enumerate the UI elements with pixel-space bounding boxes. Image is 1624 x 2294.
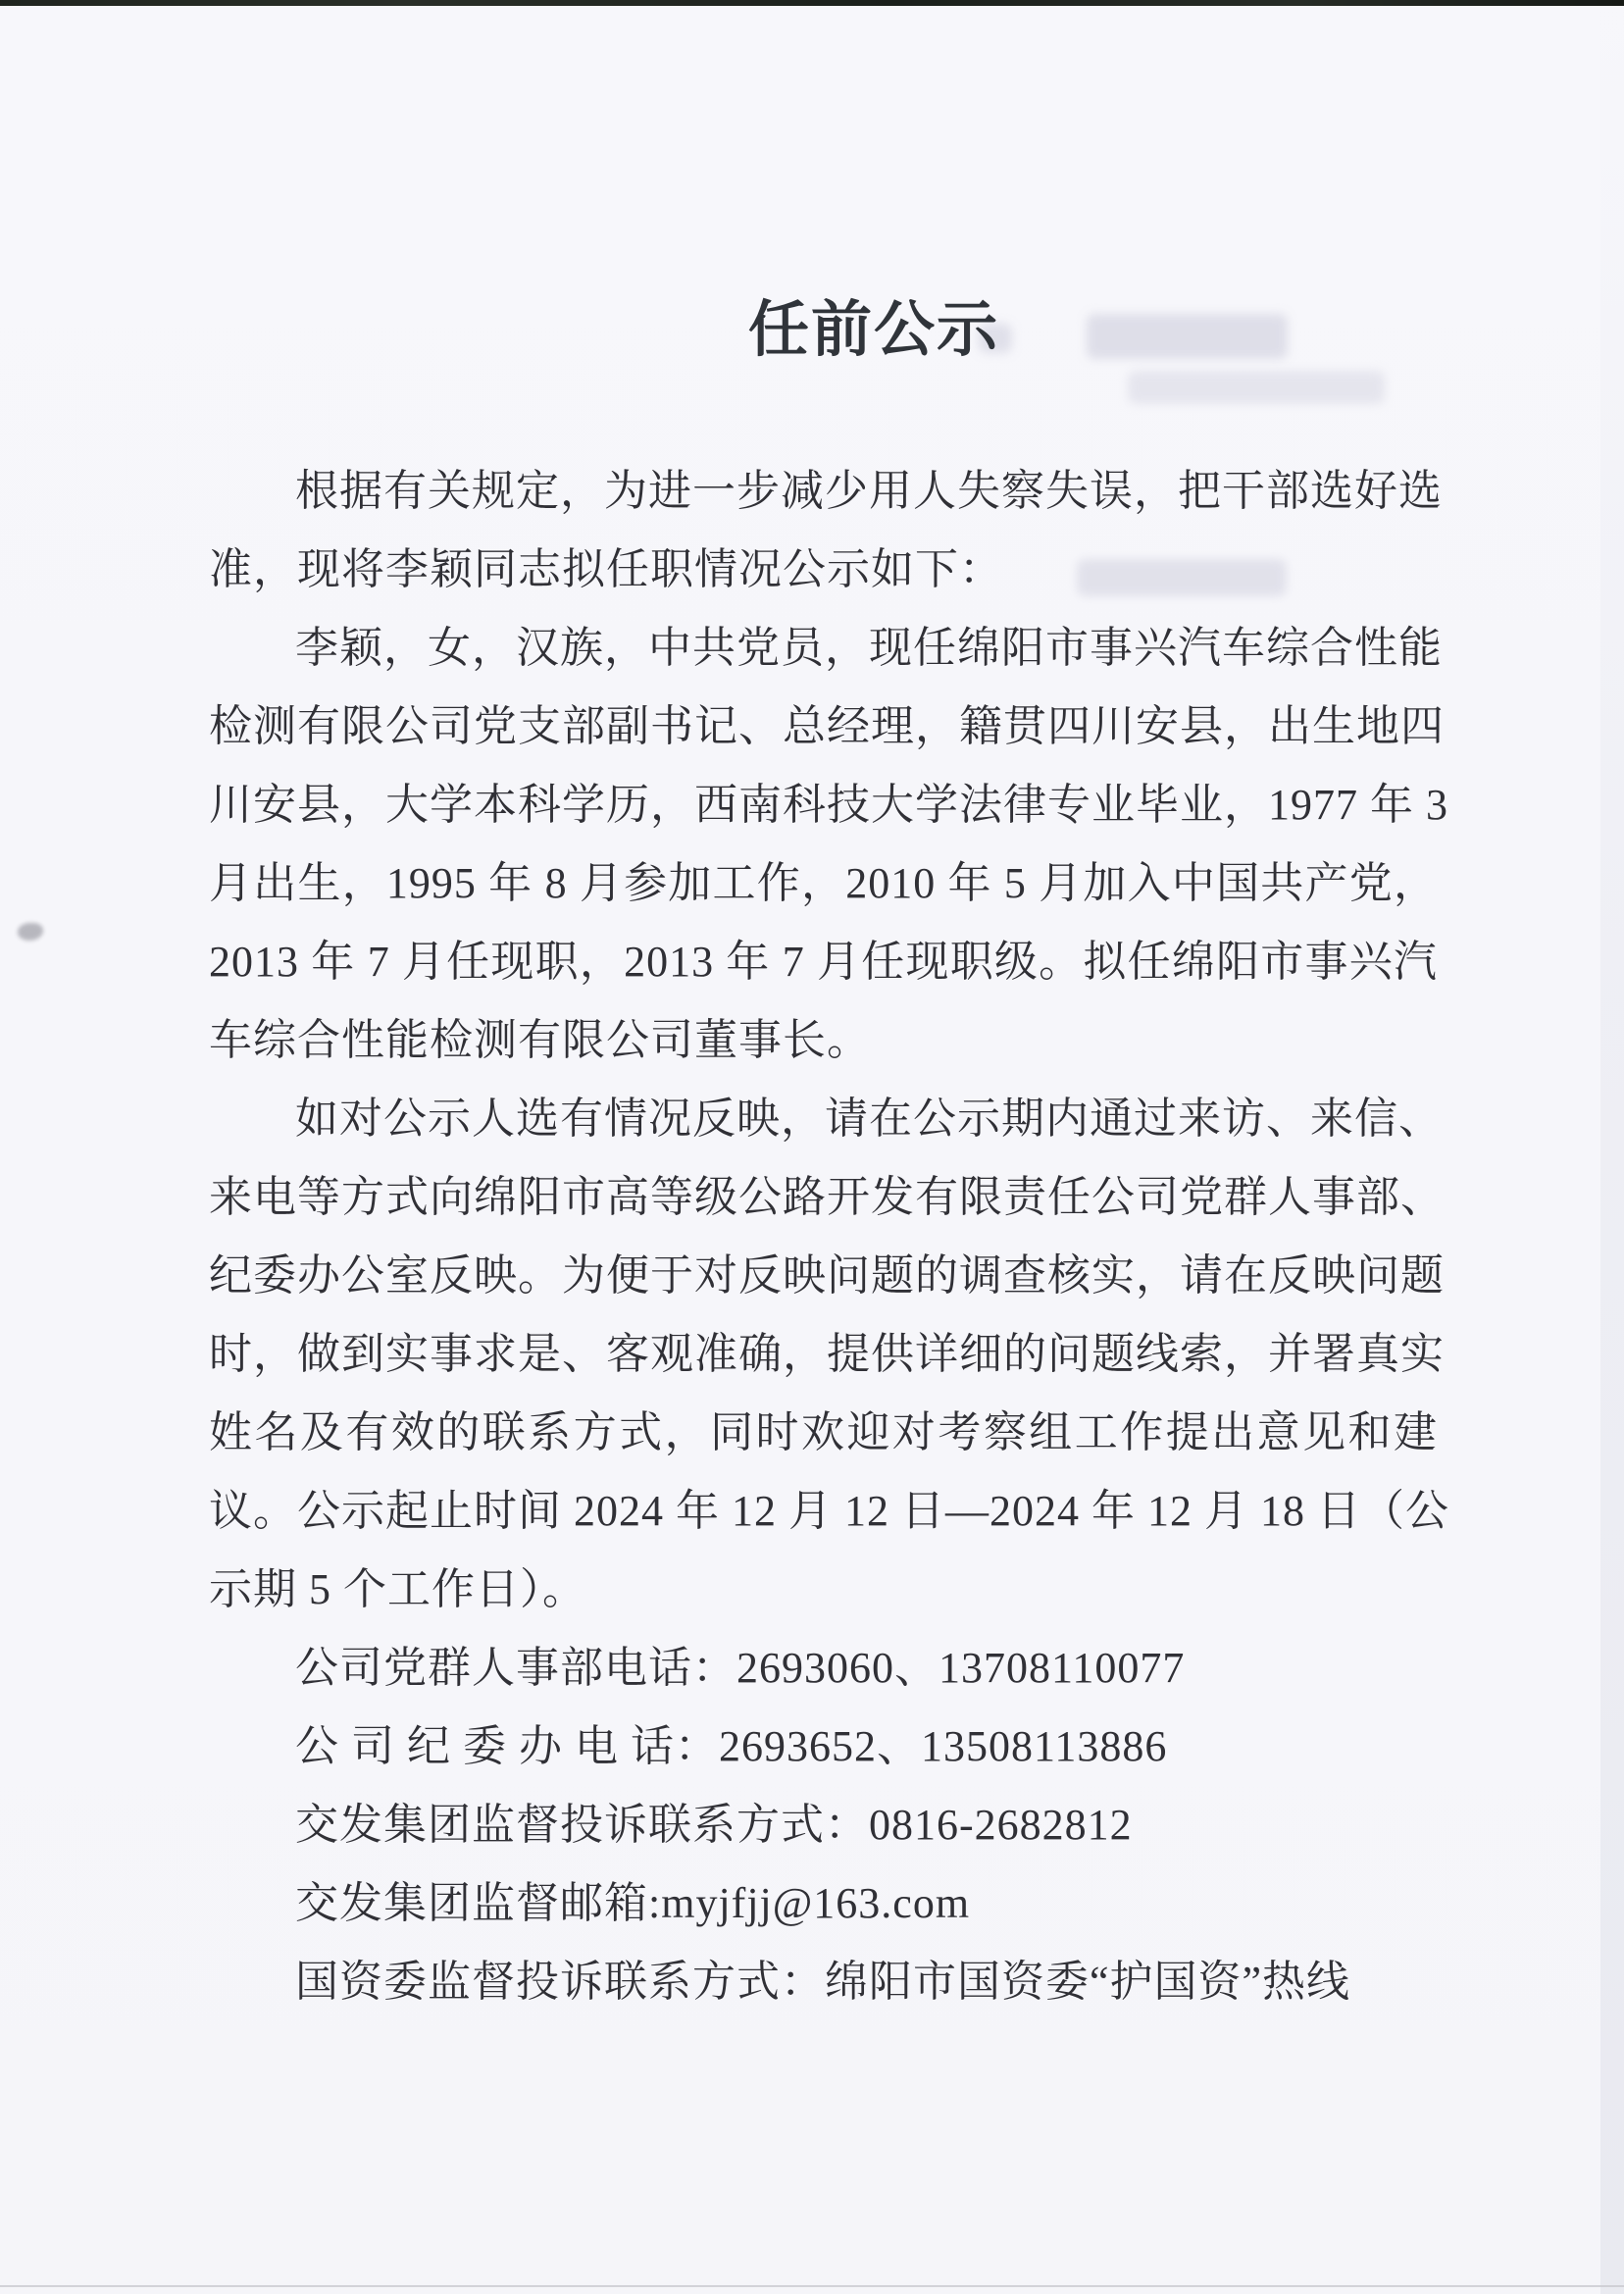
text-line: 根据有关规定，为进一步减少用人失察失误，把干部选好选 bbox=[295, 467, 1443, 515]
text-line: 来电等方式向绵阳市高等级公路开发有限责任公司党群人事部、 bbox=[209, 1173, 1445, 1221]
contact-line-discipline-phone: 公 司 纪 委 办 电 话：2693652、13508113886 bbox=[295, 1722, 1168, 1770]
scan-edge-artifact-bottom bbox=[0, 2285, 1624, 2287]
contact-line-group-complaint: 交发集团监督投诉联系方式：0816-2682812 bbox=[295, 1801, 1133, 1849]
text-line: 车综合性能检测有限公司董事长。 bbox=[209, 1016, 871, 1064]
text-line: 时，做到实事求是、客观准确，提供详细的问题线索，并署真实 bbox=[209, 1330, 1445, 1378]
text-line: 姓名及有效的联系方式，同时欢迎对考察组工作提出意见和建 bbox=[209, 1408, 1438, 1456]
text-line: 准，现将李颖同志拟任职情况公示如下： bbox=[209, 545, 1003, 593]
scan-edge-artifact-top bbox=[0, 0, 1624, 6]
text-line: 议。公示起止时间 2024 年 12 月 12 日—2024 年 12 月 18 日（公 bbox=[209, 1487, 1449, 1535]
document-title: 任前公示 bbox=[748, 297, 1000, 364]
text-line: 如对公示人选有情况反映，请在公示期内通过来访、来信、 bbox=[295, 1095, 1443, 1143]
text-line: 示期 5 个工作日）。 bbox=[209, 1565, 586, 1613]
contact-line-group-email: 交发集团监督邮箱:myjfjj@163.com bbox=[295, 1879, 971, 1927]
paper-edge-shading bbox=[1600, 0, 1624, 2294]
bleed-through-mark bbox=[1128, 371, 1385, 404]
text-line: 月出生，1995 年 8 月参加工作，2010 年 5 月加入中国共产党， bbox=[209, 859, 1438, 907]
text-line: 检测有限公司党支部副书记、总经理，籍贯四川安县，出生地四 bbox=[209, 702, 1445, 750]
text-line: 川安县，大学本科学历，西南科技大学法律专业毕业，1977 年 3 bbox=[209, 781, 1448, 829]
scan-smudge-mark bbox=[18, 923, 43, 941]
text-line: 纪委办公室反映。为便于对反映问题的调查核实，请在反映问题 bbox=[209, 1251, 1445, 1300]
contact-line-sasac-hotline: 国资委监督投诉联系方式：绵阳市国资委“护国资”热线 bbox=[295, 1958, 1351, 2006]
text-line: 李颖，女，汉族，中共党员，现任绵阳市事兴汽车综合性能 bbox=[295, 624, 1443, 672]
bleed-through-mark bbox=[1087, 314, 1288, 359]
contact-line-hr-phone: 公司党群人事部电话：2693060、13708110077 bbox=[295, 1644, 1186, 1692]
document-body bbox=[209, 452, 1449, 2021]
text-line: 2013 年 7 月任现职，2013 年 7 月任现职级。拟任绵阳市事兴汽 bbox=[209, 938, 1438, 986]
